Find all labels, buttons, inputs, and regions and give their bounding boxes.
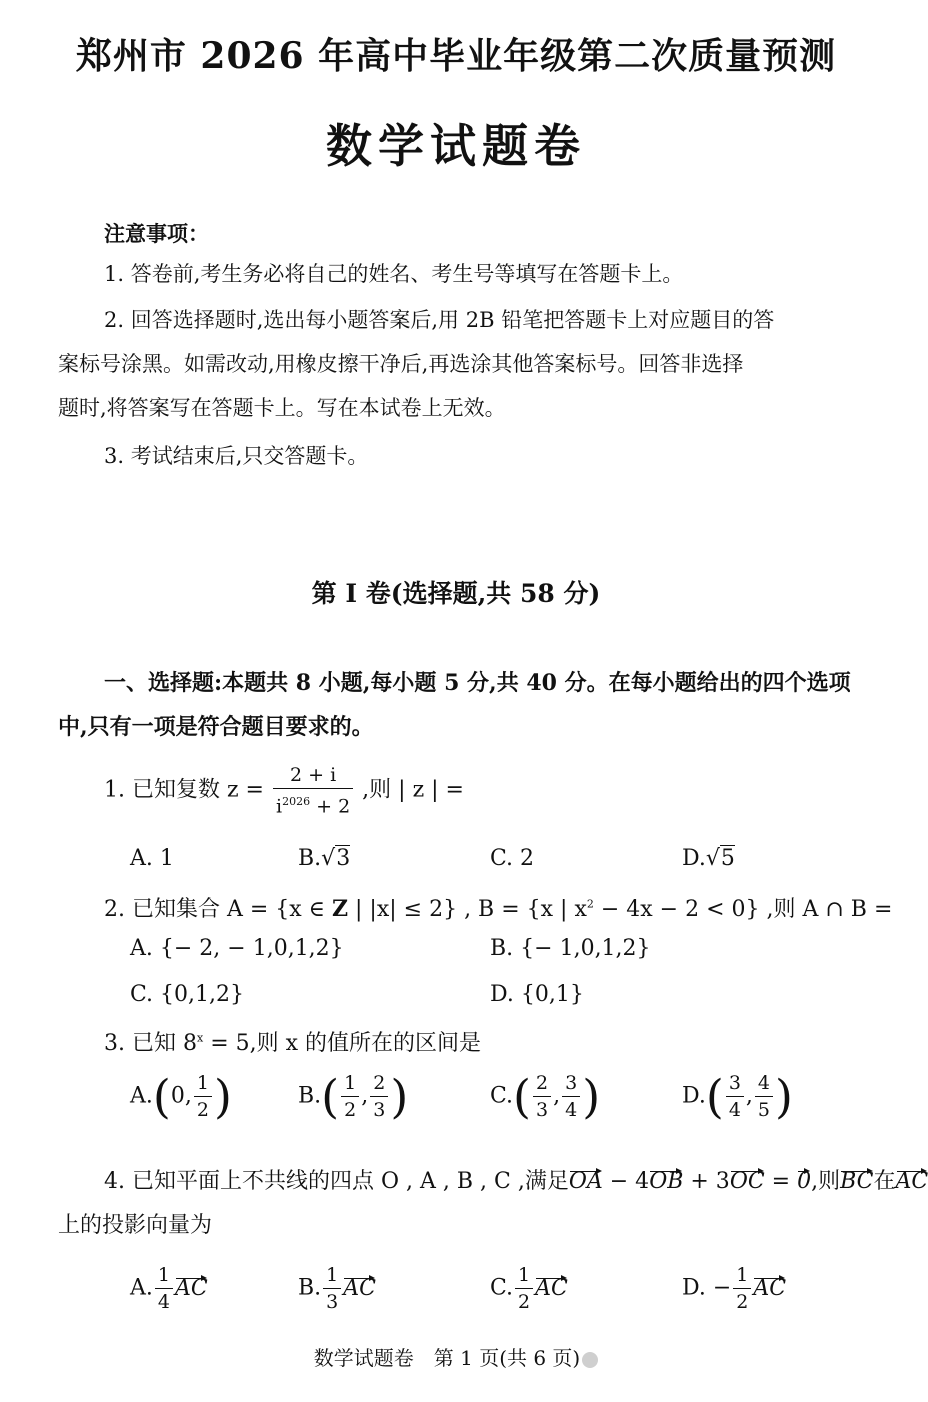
exam-subject-title: 数学试题卷: [326, 119, 586, 173]
page-footer: 数学试题卷 第 1 页(共 6 页): [0, 1342, 912, 1371]
q3-option-a: A.(0, $\frac{1}{2}$ ): [130, 1069, 232, 1124]
note-item-1: 1. 答卷前,考生务必将自己的姓名、考生号等填写在答题卡上。: [104, 262, 684, 286]
note-item-2-line-2: 案标号涂黑。如需改动,用橡皮擦干净后,再选涂其他答案标号。回答非选择: [58, 352, 744, 376]
q1-fraction: $\frac{2 + i}{i^{2026} + 2}$: [273, 762, 353, 819]
note-item-2-line-1: 2. 回答选择题时,选出每小题答案后,用 2B 铅笔把答题卡上对应题目的答: [104, 308, 775, 332]
part1-instructions-line-1: 一、选择题:本题共 8 小题,每小题 5 分,共 40 分。在每小题给出的四个选项: [104, 670, 851, 696]
q3-option-c: C.( $\frac{2}{3}$ , $\frac{3}{4}$ ): [490, 1069, 601, 1124]
part1-instructions-line-2: 中,只有一项是符合题目要求的。: [58, 714, 374, 740]
exam-title: 郑州市 2026 年高中毕业年级第二次质量预测: [75, 35, 837, 77]
question-2-stem: 2. 已知集合 A = {x ∈ Z | |x| ≤ 2} , B = {x | $x^2 - 4x - 2 < 0$} ,则 A ∩ B =: [104, 896, 893, 922]
note-item-3: 3. 考试结束后,只交答题卡。: [104, 444, 369, 468]
section-title: 第 Ⅰ 卷(选择题,共 58 分): [311, 579, 601, 608]
q4-option-b: B. $\frac{1}{3}$ AC: [298, 1264, 376, 1313]
q1-option-c: C. 2: [490, 846, 535, 871]
q4-option-c: C. $\frac{1}{2}$ AC: [490, 1264, 568, 1313]
watermark-icon: [582, 1352, 598, 1368]
q1-option-a: A. 1: [130, 846, 174, 871]
question-1-stem: 1. 已知复数 z = $\frac{2 + i}{i^{2026} + 2}$ ,则 | z | =: [104, 764, 464, 818]
q2-option-b: B. {− 1,0,1,2}: [490, 936, 651, 961]
q4-option-a: A. $\frac{1}{4}$ AC: [130, 1264, 208, 1313]
q3-option-d: D.( $\frac{3}{4}$ , $\frac{4}{5}$ ): [682, 1069, 793, 1124]
q1-option-d: D.√5: [682, 846, 735, 871]
question-4-stem-line-1: 4. 已知平面上不共线的四点 O , A , B , C ,满足OA − 4OB + 3OC = 0,则BC在AC: [104, 1169, 928, 1194]
q2-option-a: A. {− 2, − 1,0,1,2}: [130, 936, 344, 961]
notes-heading: 注意事项：: [104, 221, 209, 246]
q3-option-b: B.( $\frac{1}{2}$ , $\frac{2}{3}$ ): [298, 1069, 409, 1124]
q4-option-d: D. − $\frac{1}{2}$ AC: [682, 1264, 787, 1313]
q2-option-c: C. {0,1,2}: [130, 982, 245, 1007]
q2-option-d: D. {0,1}: [490, 982, 584, 1007]
note-item-2-line-3: 题时,将答案写在答题卡上。写在本试卷上无效。: [58, 396, 506, 420]
question-3-stem: 3. 已知 $8^x = 5$,则 x 的值所在的区间是: [104, 1031, 482, 1056]
question-4-stem-line-2: 上的投影向量为: [58, 1213, 213, 1238]
q1-option-b: B.√3: [298, 846, 351, 871]
